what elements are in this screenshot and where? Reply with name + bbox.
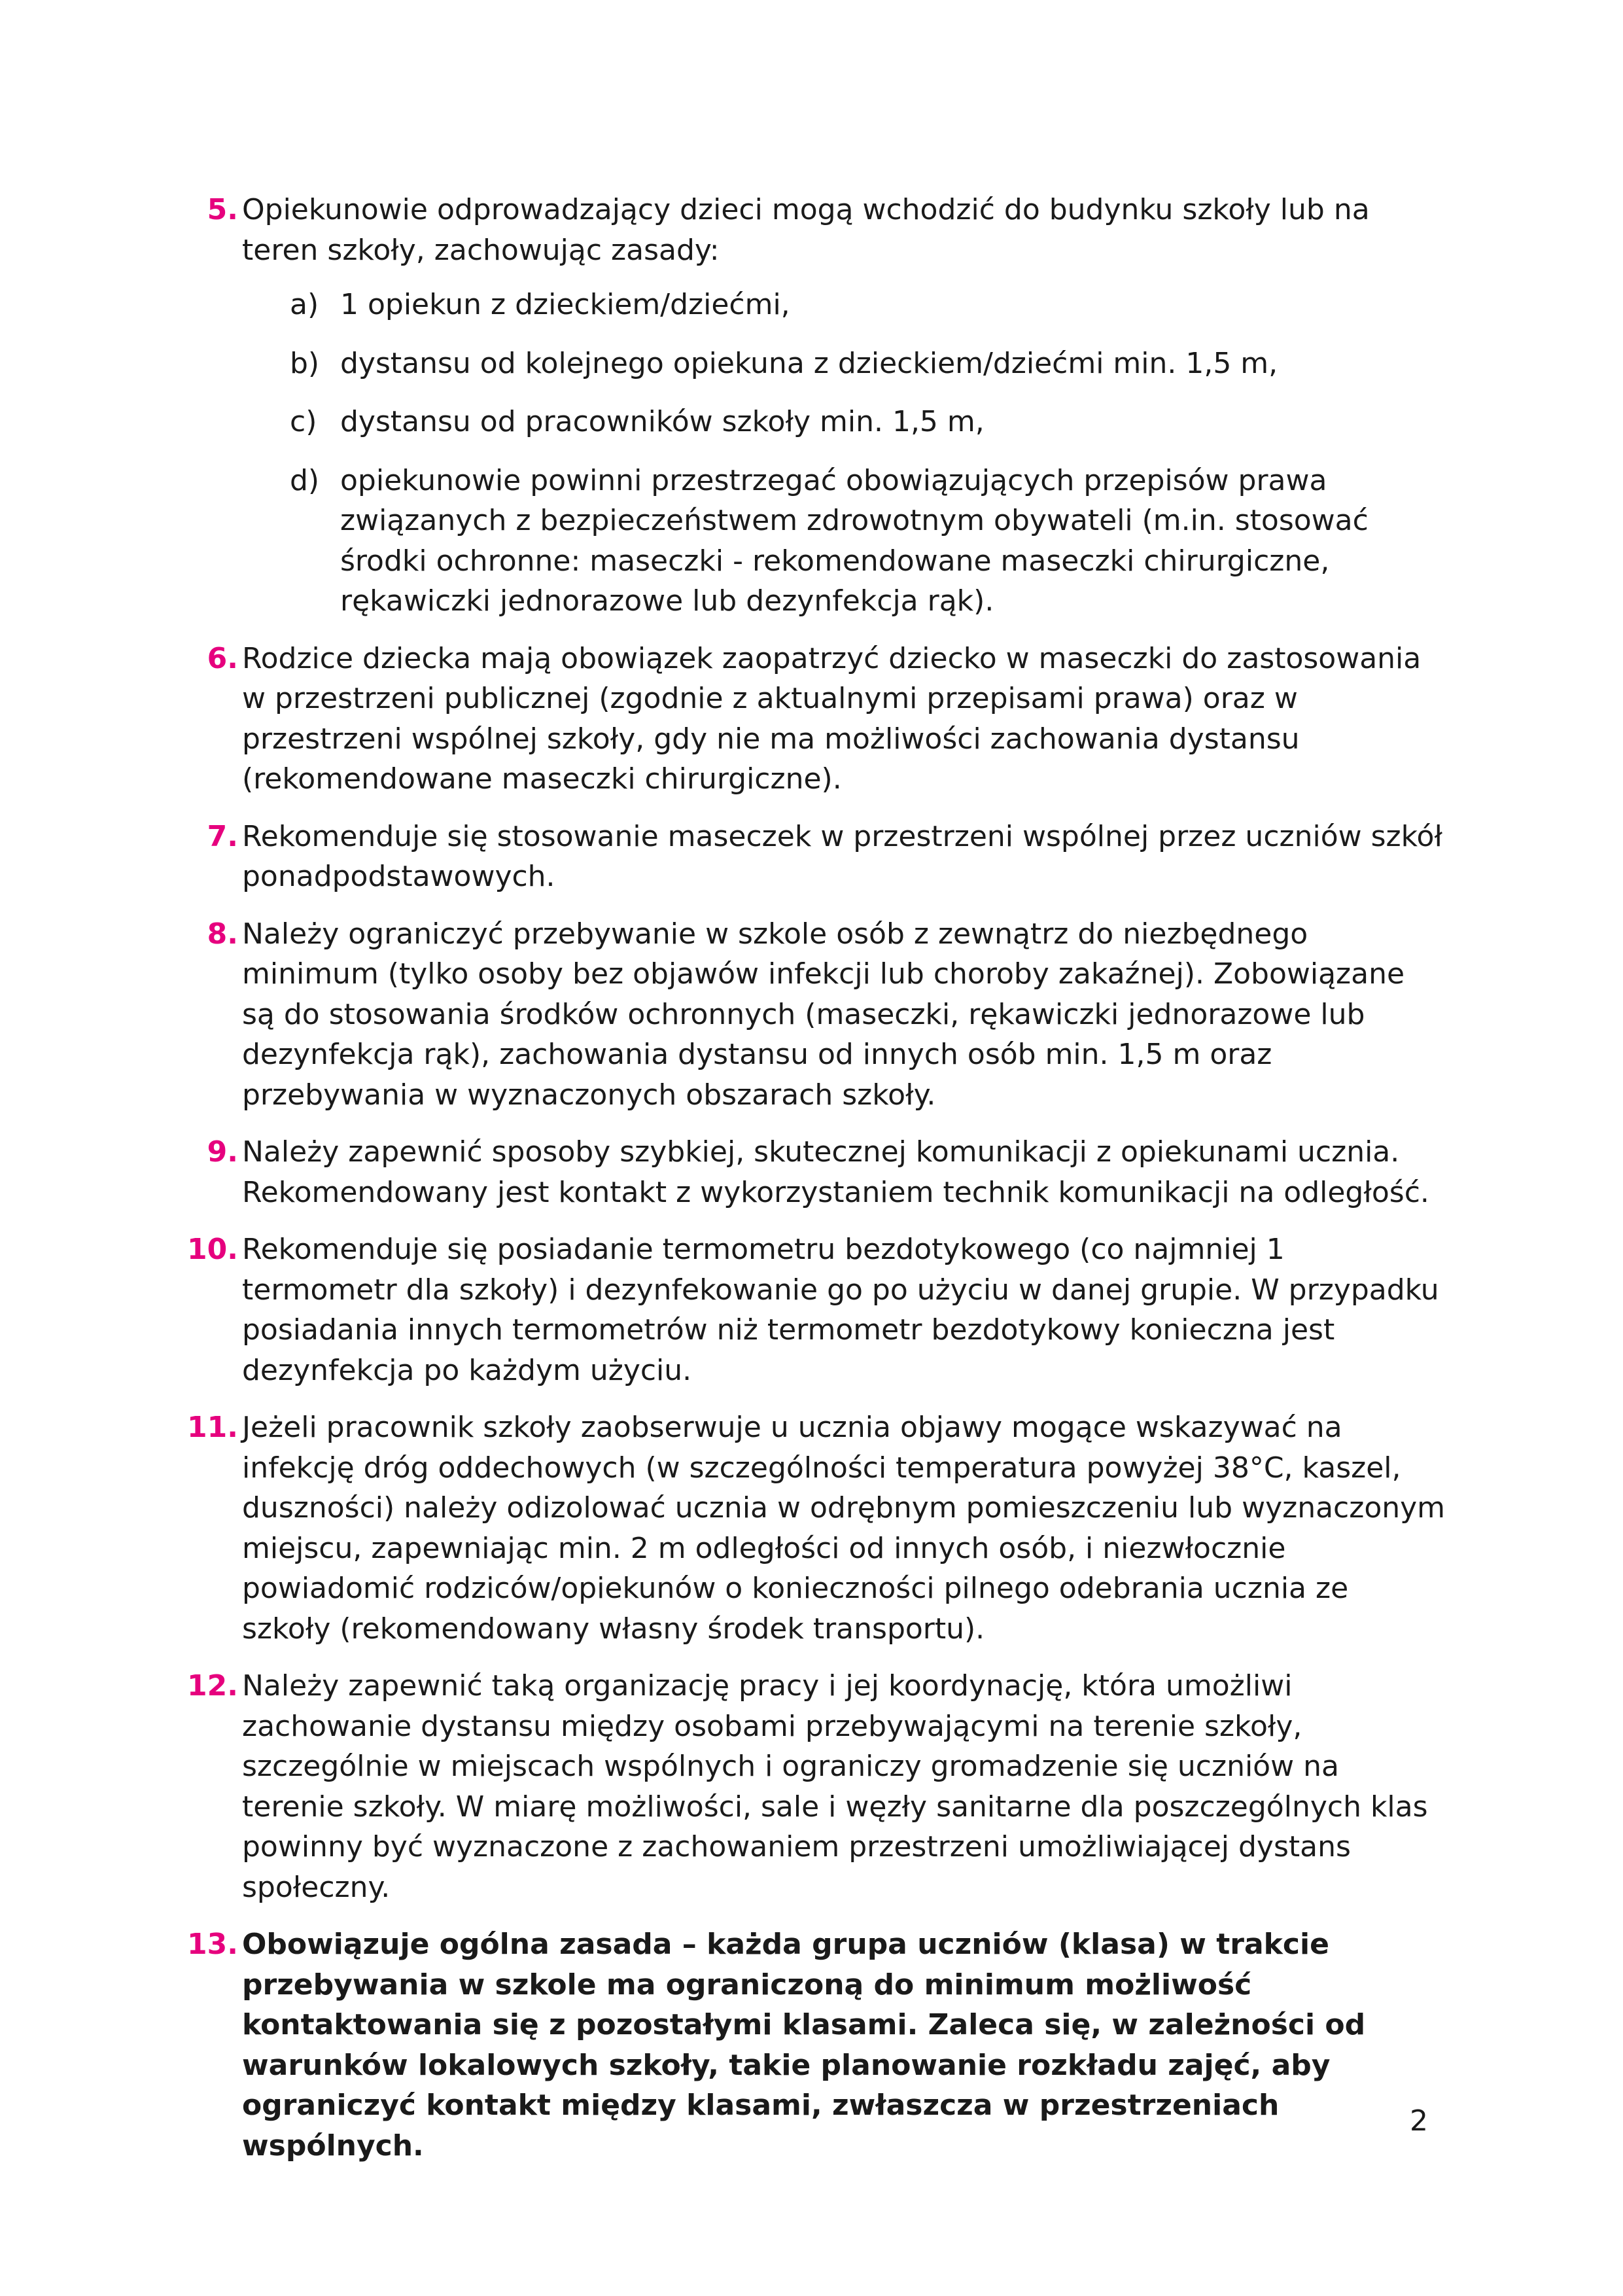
sub-item-text: 1 opiekun z dzieckiem/dziećmi, bbox=[340, 288, 790, 321]
rules-list bbox=[187, 190, 1446, 2183]
list-item-8 bbox=[207, 914, 1446, 1116]
sub-item-d bbox=[242, 461, 1446, 622]
item-text: Opiekunowie odprowadzający dzieci mogą wchodzić do budynku szkoły lub na teren szkoły, zachowując zasady: bbox=[242, 193, 1370, 267]
page-number: 2 bbox=[1410, 2104, 1428, 2138]
item-text: Rekomenduje się stosowanie maseczek w przestrzeni wspólnej przez uczniów szkół ponadpodstawowych. bbox=[242, 819, 1442, 893]
sub-item-b bbox=[242, 344, 1446, 384]
sub-item-a bbox=[242, 285, 1446, 325]
list-item-7 bbox=[207, 817, 1446, 897]
item-number: 11. bbox=[187, 1411, 238, 1444]
item-text: Należy ograniczyć przebywanie w szkole osób z zewnątrz do niezbędnego minimum (tylko osoby bez objawów infekcji lub choroby zakaźnej). Zobowiązane są do stosowania środków ochronnych (maseczki, rękawiczki jednorazowe lub dezynfekcja rąk), zachowania dystansu od innych osób min. 1,5 m oraz przebywania w wyznaczonych obszarach szkoły. bbox=[242, 917, 1405, 1112]
item-text: Należy zapewnić sposoby szybkiej, skutecznej komunikacji z opiekunami ucznia. Rekomendowany jest kontakt z wykorzystaniem technik komunikacji na odległość. bbox=[242, 1135, 1429, 1209]
sub-item-letter: a) bbox=[290, 288, 319, 321]
item-number: 5. bbox=[207, 193, 238, 226]
sub-item-letter: d) bbox=[290, 463, 320, 497]
item-text: Obowiązuje ogólna zasada – każda grupa uczniów (klasa) w trakcie przebywania w szkole ma ograniczoną do minimum możliwość kontaktowania się z pozostałymi klasami. Zaleca się, w zależności od warunków lokalowych szkoły, takie planowanie rozkładu zajęć, aby ograniczyć kontakt między klasami, zwłaszcza w przestrzeniach wspólnych. bbox=[242, 1928, 1366, 2163]
sub-item-letter: b) bbox=[290, 346, 320, 380]
item-number: 8. bbox=[207, 917, 238, 951]
list-item-10 bbox=[187, 1229, 1446, 1390]
sub-item-c bbox=[242, 402, 1446, 442]
item-text: Należy zapewnić taką organizację pracy i jej koordynację, która umożliwi zachowanie dystansu między osobami przebywającymi na terenie szkoły, szczególnie w miejscach wspólnych i ograniczy gromadzenie się uczniów na terenie szkoły. W miarę możliwości, sale i węzły sanitarne dla poszczególnych klas powinny być wyznaczone z zachowaniem przestrzeni umożliwiającej dystans społeczny. bbox=[242, 1669, 1428, 1904]
list-item-12 bbox=[187, 1666, 1446, 1907]
item-text: Rodzice dziecka mają obowiązek zaopatrzyć dziecko w maseczki do zastosowania w przestrzeni publicznej (zgodnie z aktualnymi przepisami prawa) oraz w przestrzeni wspólnej szkoły, gdy nie ma możliwości zachowania dystansu (rekomendowane maseczki chirurgiczne). bbox=[242, 641, 1422, 796]
list-item-11 bbox=[187, 1407, 1446, 1649]
list-item-9 bbox=[207, 1132, 1446, 1212]
list-item-13 bbox=[187, 1924, 1446, 2166]
item-number: 13. bbox=[187, 1928, 238, 1961]
sub-item-letter: c) bbox=[290, 405, 317, 438]
sub-item-text: dystansu od pracowników szkoły min. 1,5 m, bbox=[340, 405, 985, 438]
item-number: 9. bbox=[207, 1135, 238, 1169]
item-text: Jeżeli pracownik szkoły zaobserwuje u ucznia objawy mogące wskazywać na infekcję dróg oddechowych (w szczególności temperatura powyżej 38°C, kaszel, duszności) należy odizolować ucznia w odrębnym pomieszczeniu lub wyznaczonym miejscu, zapewniając min. 2 m odległości od innych osób, i niezwłocznie powiadomić rodziców/opiekunów o konieczności pilnego odebrania ucznia ze szkoły (rekomendowany własny środek transportu). bbox=[242, 1411, 1446, 1646]
item-number: 6. bbox=[207, 641, 238, 675]
item-text: Rekomenduje się posiadanie termometru bezdotykowego (co najmniej 1 termometr dla szkoły) i dezynfekowanie go po użyciu w danej grupie. W przypadku posiadania innych termometrów niż termometr bezdotykowy konieczna jest dezynfekcja po każdym użyciu. bbox=[242, 1233, 1439, 1387]
list-item-5 bbox=[207, 190, 1446, 622]
sub-list bbox=[242, 285, 1446, 622]
item-number: 10. bbox=[187, 1233, 238, 1266]
item-number: 7. bbox=[207, 819, 238, 853]
list-item-6 bbox=[207, 639, 1446, 800]
sub-item-text: opiekunowie powinni przestrzegać obowiązujących przepisów prawa związanych z bezpieczeństwem zdrowotnym obywateli (m.in. stosować środki ochronne: maseczki - rekomendowane maseczki chirurgiczne, rękawiczki jednorazowe lub dezynfekcja rąk). bbox=[340, 463, 1369, 618]
sub-item-text: dystansu od kolejnego opiekuna z dzieckiem/dziećmi min. 1,5 m, bbox=[340, 346, 1278, 380]
item-number: 12. bbox=[187, 1669, 238, 1703]
